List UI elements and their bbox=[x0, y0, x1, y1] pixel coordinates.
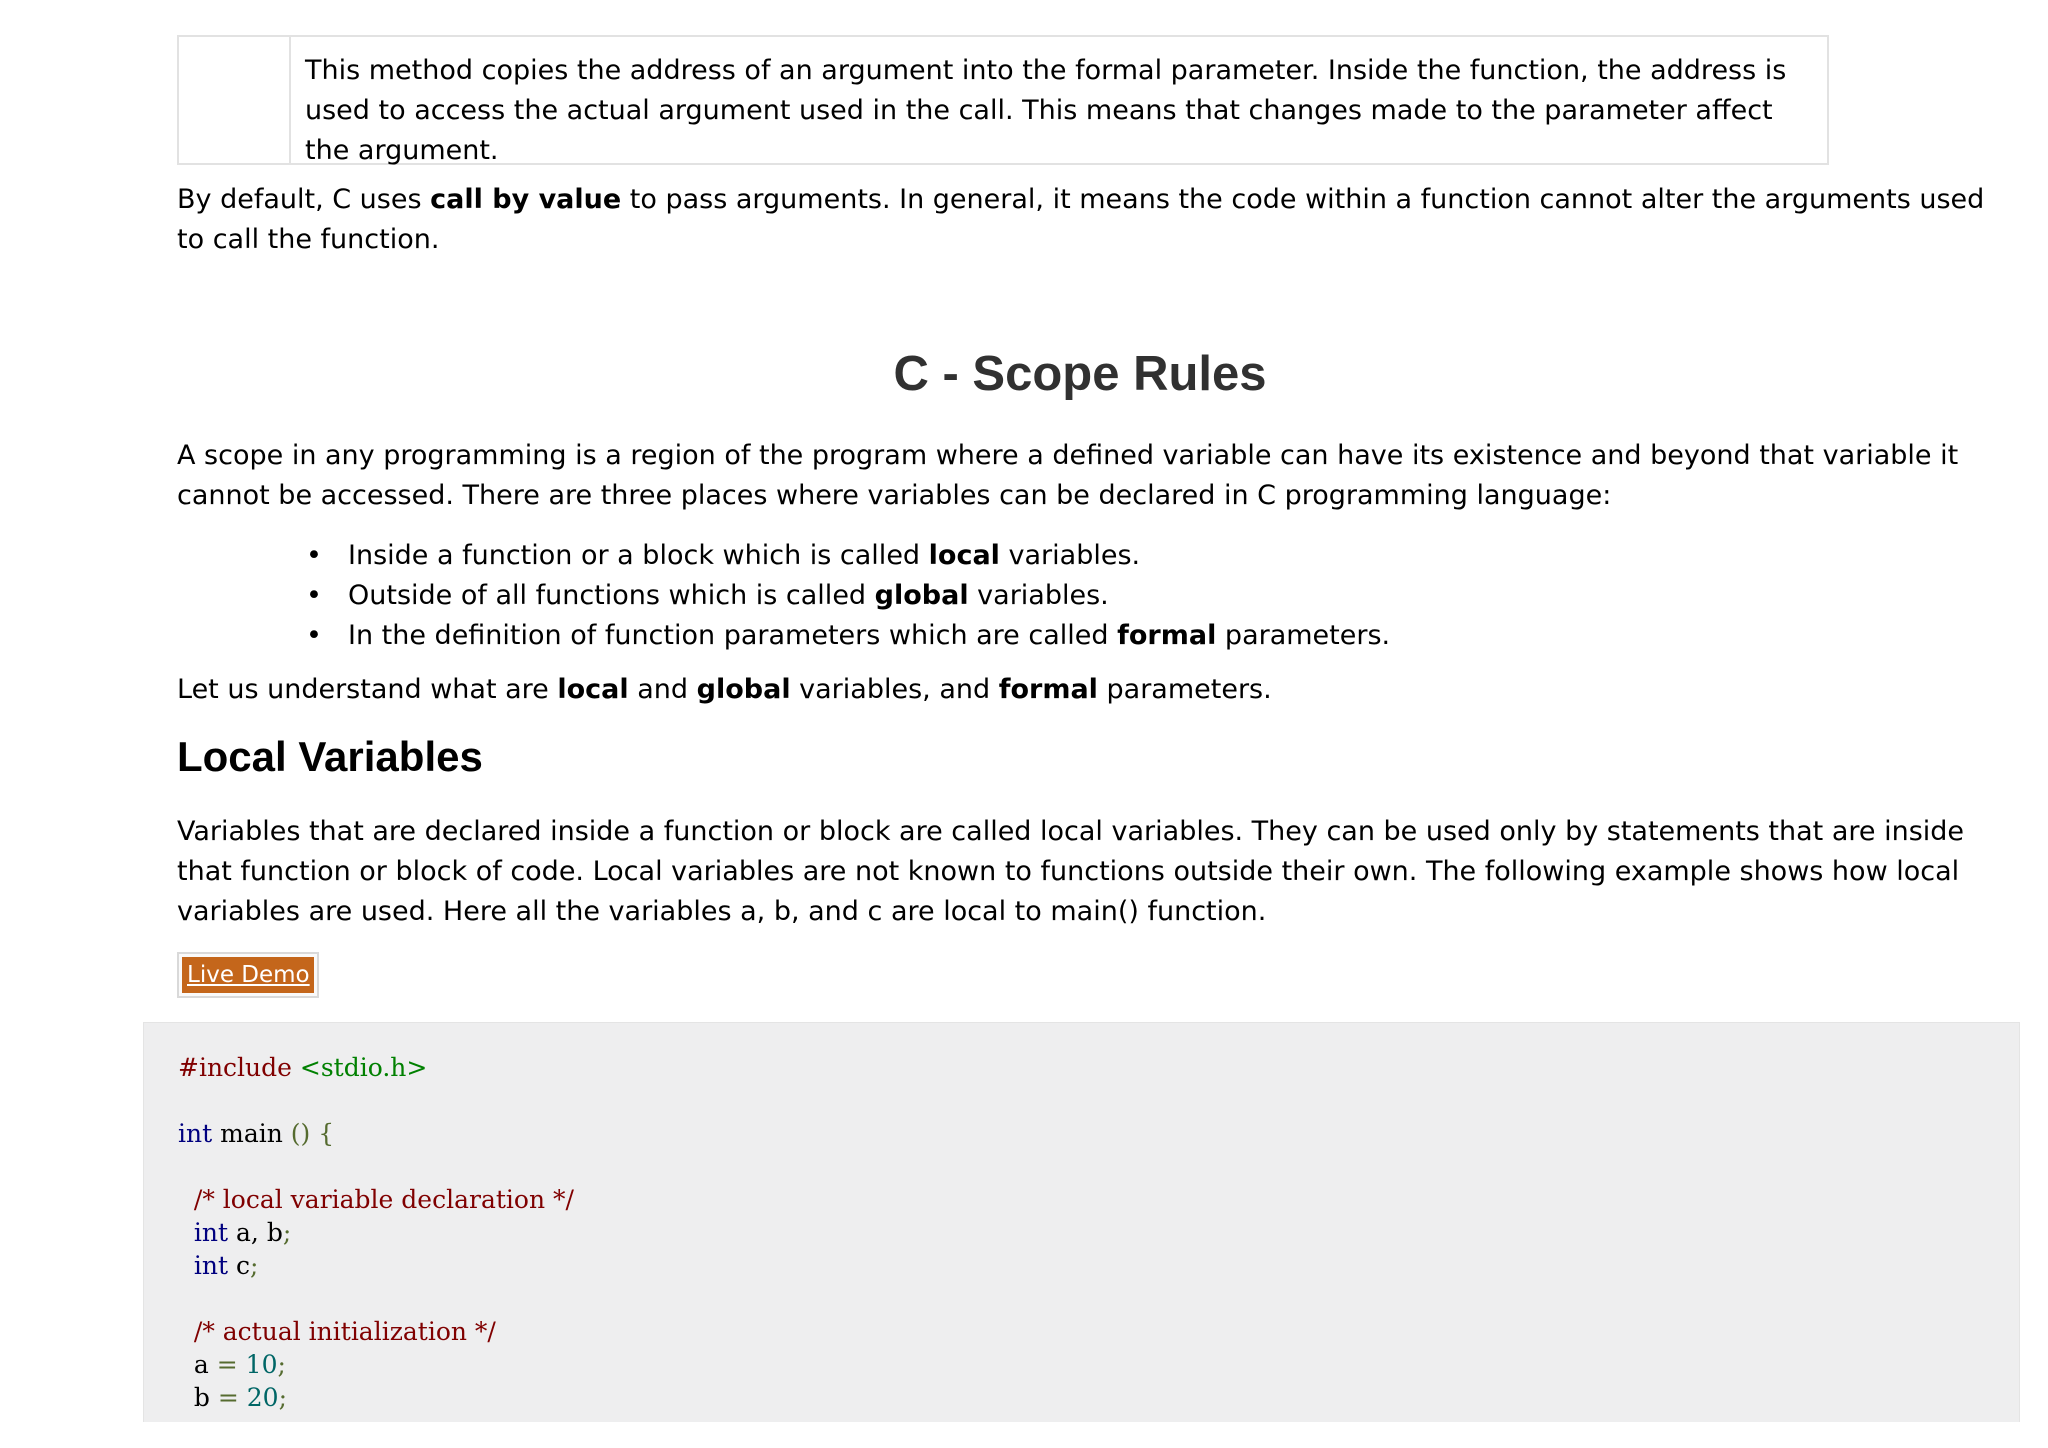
description-table bbox=[177, 35, 1829, 165]
code-semicolon: ; bbox=[250, 1251, 259, 1280]
code-assign-a-var: a bbox=[193, 1350, 209, 1379]
list-item-text-before: Outside of all functions which is called bbox=[348, 580, 875, 611]
understand-text-2: and bbox=[628, 674, 697, 705]
list-item-bold: global bbox=[874, 580, 969, 611]
code-equals: = bbox=[217, 1383, 239, 1412]
default-text-bold: call by value bbox=[430, 184, 622, 215]
list-item-text-after: variables. bbox=[968, 580, 1109, 611]
table-empty-cell bbox=[179, 37, 291, 163]
code-line bbox=[194, 1218, 291, 1247]
code-main-name: main bbox=[220, 1119, 283, 1148]
local-variables-heading: Local Variables bbox=[177, 733, 483, 780]
understand-text-4: parameters. bbox=[1097, 674, 1272, 705]
code-include-directive: #include bbox=[178, 1053, 292, 1082]
list-item-text-after: parameters. bbox=[1216, 620, 1391, 651]
live-demo-button[interactable]: Live Demo bbox=[182, 957, 314, 993]
code-decl-c: c bbox=[236, 1251, 251, 1280]
code-keyword-int: int bbox=[193, 1218, 229, 1247]
list-item bbox=[306, 616, 1390, 656]
understand-bold-local: local bbox=[557, 674, 629, 705]
understand-text-3: variables, and bbox=[790, 674, 999, 705]
code-semicolon: ; bbox=[278, 1383, 288, 1412]
code-keyword-int: int bbox=[178, 1119, 213, 1148]
bullet-icon: • bbox=[306, 540, 322, 571]
code-assign-a-val: 10 bbox=[245, 1350, 278, 1379]
scope-list bbox=[306, 536, 1390, 656]
code-semicolon: ; bbox=[282, 1218, 292, 1247]
code-assign-b-var: b bbox=[193, 1383, 210, 1412]
code-line bbox=[178, 1053, 427, 1082]
list-item-bold: local bbox=[928, 540, 1000, 571]
code-keyword-int: int bbox=[193, 1251, 229, 1280]
code-block bbox=[143, 1022, 2020, 1422]
list-item bbox=[306, 576, 1390, 616]
code-main-parens: () bbox=[290, 1119, 311, 1148]
code-comment-initialization: /* actual initialization */ bbox=[193, 1317, 496, 1346]
code-assign-b-val: 20 bbox=[246, 1383, 279, 1412]
understand-text-1: Let us understand what are bbox=[177, 674, 558, 705]
code-comment-declaration: /* local variable declaration */ bbox=[193, 1185, 574, 1214]
default-text-after: to pass arguments. In general, it means the code within a function cannot alter the arguments used to call the function. bbox=[177, 184, 1985, 255]
bullet-icon: • bbox=[306, 580, 322, 611]
code-brace-open: { bbox=[318, 1119, 335, 1148]
list-item-text-after: variables. bbox=[999, 540, 1141, 571]
code-decl-ab: a, b bbox=[236, 1218, 283, 1247]
understand-bold-formal: formal bbox=[998, 674, 1098, 705]
understand-paragraph bbox=[177, 670, 1989, 710]
code-line bbox=[194, 1383, 287, 1412]
local-variables-paragraph: Variables that are declared inside a function or block are called local variables. They can be used only by statements that are inside that function or block of code. Local variables are not known to functions outside their own. The following example shows how local variables are used. Here all the variables a, b, and c are local to main() function. bbox=[177, 816, 1965, 927]
list-item-text-before: Inside a function or a block which is called bbox=[348, 540, 929, 571]
table-description-cell: This method copies the address of an argument into the formal parameter. Inside the function, the address is used to access the actual argument used in the call. This means that changes made to the parameter affect the argument. bbox=[305, 55, 1787, 166]
code-content bbox=[178, 1051, 574, 1414]
scope-intro-paragraph: A scope in any programming is a region of the program where a defined variable can have its existence and beyond that variable it cannot be accessed. There are three places where variables can be declared in C programming language: bbox=[177, 440, 1959, 511]
understand-bold-global: global bbox=[696, 674, 791, 705]
list-item-text-before: In the definition of function parameters which are called bbox=[348, 620, 1118, 651]
bullet-icon: • bbox=[306, 620, 322, 651]
default-call-paragraph bbox=[177, 180, 1989, 260]
live-demo-frame bbox=[177, 952, 319, 998]
code-equals: = bbox=[216, 1350, 238, 1379]
code-line bbox=[178, 1119, 334, 1148]
code-semicolon: ; bbox=[277, 1350, 286, 1379]
list-item-bold: formal bbox=[1117, 620, 1217, 651]
code-line bbox=[194, 1251, 259, 1280]
list-item bbox=[306, 536, 1390, 576]
section-title: C - Scope Rules bbox=[893, 347, 1267, 401]
code-include-header: <stdio.h> bbox=[299, 1053, 428, 1082]
default-text-before: By default, C uses bbox=[177, 184, 431, 215]
code-line bbox=[194, 1350, 286, 1379]
